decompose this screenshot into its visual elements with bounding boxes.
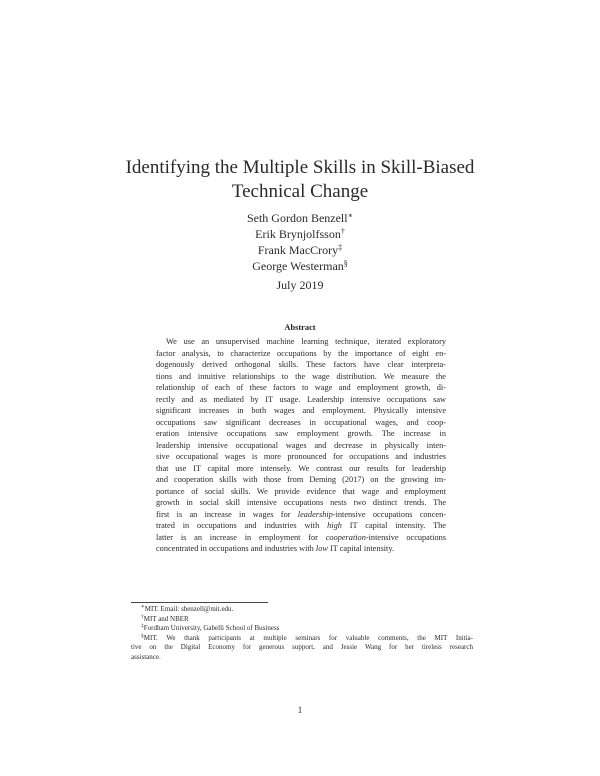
abstract-text: growth in social skill intensive occupations nests two distinct trends. The	[156, 498, 446, 507]
footnote-mark: §	[343, 259, 348, 268]
abstract-line	[156, 486, 446, 498]
abstract-line	[156, 532, 446, 544]
abstract-text: concentrated in occupations and industries with	[156, 544, 316, 553]
abstract-text: IT capital intensity. The	[341, 521, 446, 530]
publication-date: July 2019	[276, 278, 324, 292]
footnote-mark: §	[141, 632, 144, 639]
abstract-line	[156, 451, 446, 463]
footnote	[131, 634, 473, 663]
author-2	[150, 226, 450, 242]
author-name: Frank MacCrory	[257, 243, 339, 257]
abstract-text: latter is an increase in employment for	[156, 532, 326, 542]
author-3	[150, 242, 450, 258]
footnote-line	[131, 615, 473, 625]
abstract-heading: Abstract	[284, 323, 316, 332]
abstract-text: sive occupational wages is more pronounced for occupations and industries	[156, 452, 446, 461]
abstract-text: significant increases in both wages and employment. Physically intensive	[156, 406, 446, 415]
abstract-text: We use an unsupervised machine learning technique, iterated exploratory	[166, 337, 446, 346]
title-line-1: Identifying the Multiple Skills in Skill-Biased	[125, 157, 475, 178]
footnote-text: assistance.	[131, 652, 161, 661]
abstract-text: trated in occupations and industries with	[156, 521, 328, 530]
author-4	[150, 258, 450, 274]
abstract-line	[156, 474, 446, 486]
author-name: George Westerman	[252, 259, 344, 273]
abstract-line	[156, 463, 446, 475]
footnote-text: tive on the Digital Economy for generous support, and Jessie Wang for her tireless research	[131, 643, 473, 652]
abstract-line	[156, 382, 446, 394]
footnote-divider	[131, 602, 268, 603]
footnote-text: MIT. We thank participants at multiple seminars for valuable comments, the MIT Initia-	[143, 633, 473, 642]
footnote	[131, 615, 473, 625]
abstract-line	[156, 497, 446, 509]
abstract-text: and cooperation skills with those from Deming (2017) on the growing im-	[156, 475, 446, 484]
abstract-text: rectly and as mediated by IT usage. Leadership intensive occupations saw	[156, 394, 446, 404]
footnotes	[131, 605, 473, 663]
abstract-text: dogenously derived orthogonal skills. These factors have clear interpreta-	[156, 360, 446, 369]
abstract-text: factor analysis, to characterize occupations by the importance of eight en-	[156, 348, 446, 358]
author-name: Erik Brynjolfsson	[255, 227, 341, 241]
abstract-text: -intensive occupations	[365, 532, 446, 542]
abstract-line	[156, 371, 446, 383]
abstract-text: that use IT capital more intensely. We contrast our results for leadership	[156, 463, 446, 473]
abstract-text: -intensive occupations concen-	[332, 509, 446, 519]
abstract-line	[156, 509, 446, 521]
abstract-line	[156, 428, 446, 440]
footnote-line	[131, 653, 473, 663]
footnote-mark: ∗	[141, 604, 145, 610]
author-1	[150, 210, 450, 226]
abstract-line	[156, 417, 446, 429]
footnote-line	[131, 643, 473, 653]
footnote	[131, 624, 473, 634]
page-number: 1	[297, 705, 303, 715]
abstract-line	[156, 405, 446, 417]
abstract-text: eration intensive occupations saw employment growth. The increase in	[156, 429, 446, 438]
footnote-line	[131, 624, 473, 634]
author-name: Seth Gordon Benzell	[246, 211, 348, 225]
abstract-text: leadership intensive occupational wages and decrease in physically inten-	[156, 440, 446, 450]
abstract-text: occupations saw significant decreases in occupational wages, and coop-	[156, 417, 446, 427]
abstract-text: tions and intuitive relationships to the wage distribution. We measure the	[156, 371, 446, 381]
emphasis-text: low	[315, 544, 328, 553]
abstract-line	[156, 394, 446, 406]
emphasis-text: leadership	[297, 509, 333, 519]
footnote-line	[131, 605, 473, 615]
abstract-line	[156, 348, 446, 360]
footnote-text: MIT. Email: sbenzell@mit.edu.	[144, 605, 234, 613]
footnote-mark: †	[141, 613, 144, 620]
footnote-mark: †	[340, 227, 345, 236]
footnote-text: MIT and NBER	[143, 614, 189, 623]
footnote-mark: ‡	[338, 243, 343, 252]
abstract-line	[156, 520, 446, 532]
abstract-text: first is an increase in wages for	[156, 509, 298, 519]
abstract-line	[156, 359, 446, 371]
abstract-line	[156, 543, 446, 555]
paper-title	[100, 156, 500, 204]
abstract-body	[156, 336, 446, 555]
emphasis-text: cooperation	[325, 532, 366, 542]
abstract-text: IT capital intensity.	[327, 544, 395, 553]
title-line-2: Technical Change	[231, 181, 369, 202]
emphasis-text: high	[327, 521, 342, 530]
footnote-text: Fordham University, Gabelli School of Business	[143, 624, 280, 633]
footnote	[131, 605, 473, 615]
abstract-text: portance of social skills. We provide evidence that wage and employment	[156, 486, 446, 496]
footnote-mark: ∗	[347, 211, 354, 220]
abstract-line	[156, 336, 446, 348]
footnote-line	[131, 634, 473, 644]
abstract-text: relationship of each of these factors to wage and employment growth, di-	[156, 383, 446, 392]
abstract-line	[156, 440, 446, 452]
author-list	[150, 210, 450, 274]
footnote-mark: ‡	[141, 623, 144, 630]
